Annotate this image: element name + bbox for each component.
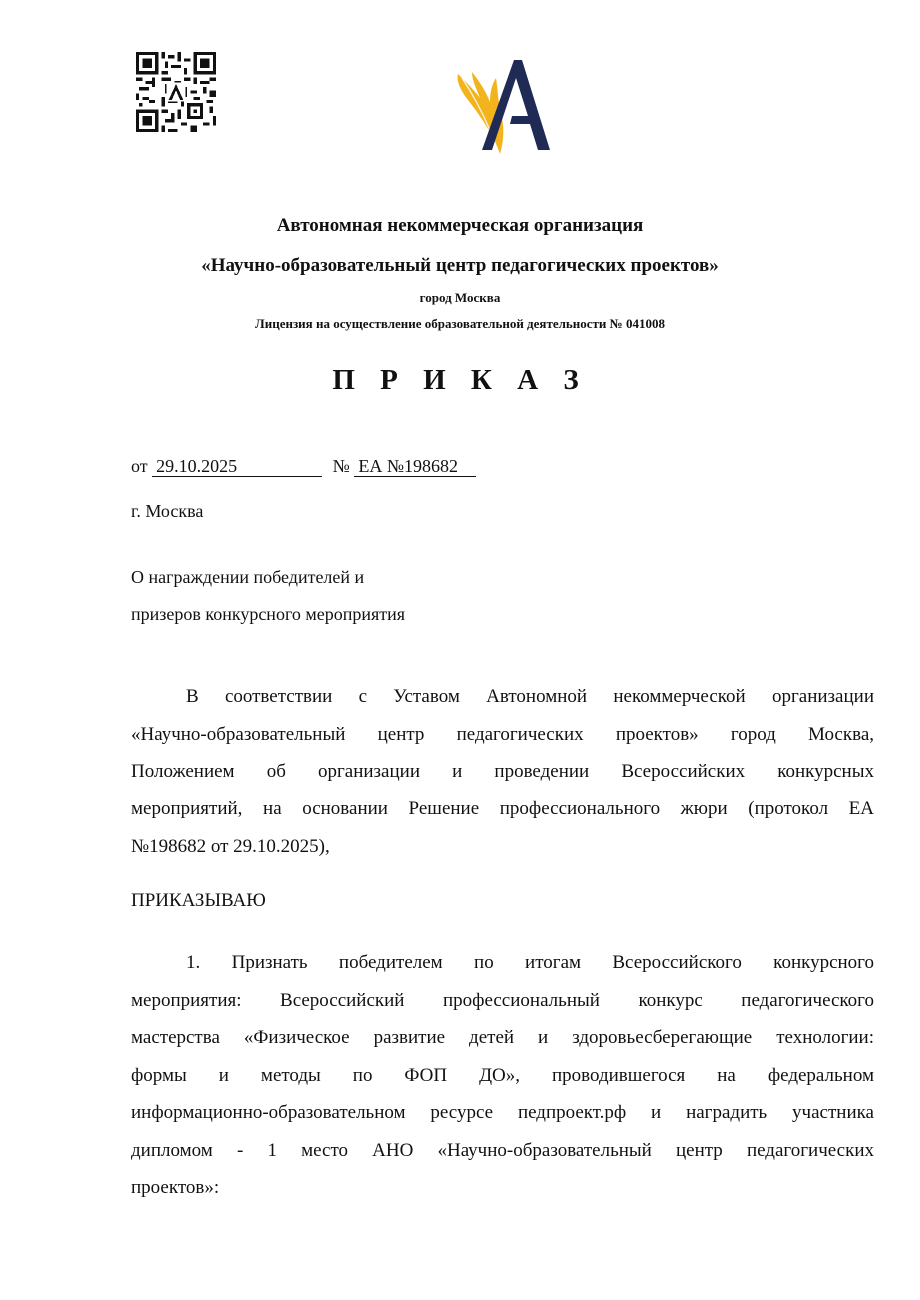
- item-line: проектов»:: [131, 1177, 220, 1198]
- order-date: 29.10.2025: [152, 456, 322, 477]
- order-meta: [131, 456, 476, 477]
- item-line: дипломом - 1 место АНО «Научно-образовательный центр педагогических: [131, 1140, 874, 1161]
- item-line: мастерства «Физическое развитие детей и здоровьесберегающие технологии:: [131, 1027, 874, 1048]
- preamble-line: №198682 от 29.10.2025),: [131, 836, 330, 857]
- order-directive: ПРИКАЗЫВАЮ: [131, 890, 266, 911]
- number-prefix: №: [332, 456, 350, 476]
- order-number: ЕА №198682: [354, 456, 476, 477]
- organization-name-line1: Автономная некоммерческая организация: [276, 215, 644, 236]
- preamble-line: В соответствии с Уставом Автономной некоммерческой организации: [186, 686, 874, 707]
- organization-name-line2: «Научно-образовательный центр педагогических проектов»: [201, 255, 719, 276]
- date-prefix: от: [131, 456, 148, 476]
- item-line: информационно-образовательном ресурсе педпроект.рф и наградить участника: [131, 1102, 874, 1123]
- order-place: г. Москва: [131, 501, 204, 521]
- document-title: П Р И К А З: [332, 364, 588, 396]
- organization-logo: [452, 56, 552, 154]
- preamble-line: Положением об организации и проведении Всероссийских конкурсных: [131, 761, 874, 782]
- license-line: Лицензия на осуществление образовательной деятельности № 041008: [255, 316, 665, 331]
- preamble-line: «Научно-образовательный центр педагогических проектов» город Москва,: [131, 724, 874, 745]
- order-subject-line: О награждении победителей и: [131, 567, 365, 587]
- qr-code: [136, 52, 216, 132]
- item-line: 1. Признать победителем по итогам Всероссийского конкурсного: [186, 952, 874, 973]
- item-line: формы и методы по ФОП ДО», проводившегося на федеральном: [131, 1065, 874, 1086]
- item-line: мероприятия: Всероссийский профессиональный конкурс педагогического: [131, 990, 874, 1011]
- order-subject-line: призеров конкурсного мероприятия: [131, 604, 406, 624]
- organization-city: город Москва: [419, 290, 501, 305]
- preamble-line: мероприятий, на основании Решение профессионального жюри (протокол ЕА: [131, 798, 874, 819]
